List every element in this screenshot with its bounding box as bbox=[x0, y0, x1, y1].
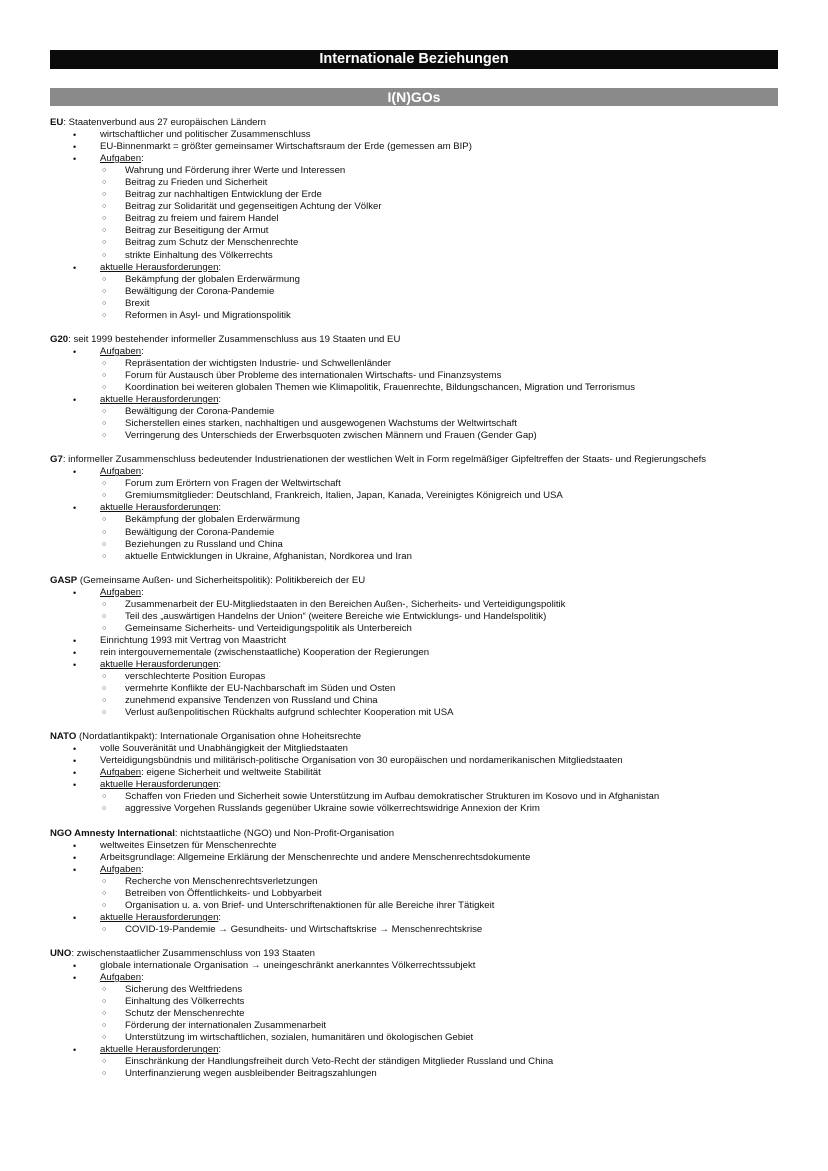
organization-name: NATO bbox=[50, 731, 77, 743]
bullet-item bbox=[50, 743, 790, 755]
sub-bullet-item: ○ Sicherstellen eines starken, nachhaltigen und ausgewogenen Wachstums der Weltwirtschaft bbox=[50, 418, 790, 430]
sub-bullet-item: ○ Schutz der Menschenrechte bbox=[50, 1008, 790, 1020]
bullet-label: Aufgaben bbox=[100, 863, 142, 875]
sub-bullet-item: ○ Unterstützung im wirtschaftlichen, sozialen, humanitären und ökologischen Gebiet bbox=[50, 1032, 790, 1044]
sub-bullet-item: ○ vermehrte Konflikte der EU-Nachbarschaft im Süden und Osten bbox=[50, 683, 790, 695]
sub-bullet-item: ○ Gemeinsame Sicherheits- und Verteidigungspolitik als Unterbereich bbox=[50, 623, 790, 635]
bullet-label: Aufgaben bbox=[100, 586, 142, 598]
sub-bullet-item: ○ Teil des „auswärtigen Handelns der Union“ (weitere Bereiche wie Entwicklungs- und Handelspolitik) bbox=[50, 611, 790, 623]
organization-description: : zwischenstaatlicher Zusammenschluss von 193 Staaten bbox=[71, 947, 316, 959]
sub-bullet-item: ○ Repräsentation der wichtigsten Industrie- und Schwellenländer bbox=[50, 358, 790, 370]
organization-description: (Gemeinsame Außen- und Sicherheitspolitik): Politikbereich der EU bbox=[77, 574, 366, 586]
organization-name: GASP bbox=[50, 574, 78, 586]
bullet-text: Einrichtung 1993 mit Vertrag von Maastricht bbox=[100, 634, 287, 646]
organization-block bbox=[50, 948, 790, 1081]
bullet-item bbox=[50, 466, 790, 478]
sub-bullet-item: ○ Organisation u. a. von Brief- und Unterschriftenaktionen für alle Bereiche ihrer Tätigkeit bbox=[50, 900, 790, 912]
organization-heading bbox=[50, 575, 790, 587]
bullet-label-rest: : bbox=[141, 153, 144, 165]
organization-name: NGO Amnesty International bbox=[50, 827, 175, 839]
organization-description: : Staatenverbund aus 27 europäischen Ländern bbox=[63, 117, 267, 128]
sub-bullet-item: ○ Bekämpfung der globalen Erderwärmung bbox=[50, 514, 790, 526]
sub-bullet-item: ○ Zusammenarbeit der EU-Mitgliedstaaten in den Bereichen Außen-, Sicherheits- und Verteidigungspolitik bbox=[50, 599, 790, 611]
bullet-label: aktuelle Herausforderungen bbox=[100, 779, 219, 791]
sub-bullet-item: ○ Verringerung des Unterschieds der Erwerbsquoten zwischen Männern und Frauen (Gender Gap) bbox=[50, 430, 790, 442]
bullet-label-rest: : bbox=[218, 658, 222, 670]
organization-heading bbox=[50, 828, 790, 840]
sub-bullet-item: ○ verschlechterte Position Europas bbox=[50, 671, 790, 683]
bullet-label: Aufgaben bbox=[100, 153, 142, 165]
bullet-text: rein intergouvernementale (zwischenstaatliche) Kooperation der Regierungen bbox=[100, 646, 430, 658]
bullet-item bbox=[50, 864, 790, 876]
bullet-label-rest: : bbox=[141, 972, 144, 984]
sub-bullet-item: ○ Gremiumsmitglieder: Deutschland, Frankreich, Italien, Japan, Kanada, Vereinigtes Königreich und USA bbox=[50, 490, 790, 502]
bullet-item bbox=[50, 502, 790, 514]
bullet-item bbox=[50, 840, 790, 852]
organization-heading bbox=[50, 454, 790, 466]
sub-bullet-item: ○ Wahrung und Förderung ihrer Werte und Interessen bbox=[50, 165, 790, 177]
organization-name: G20 bbox=[50, 333, 69, 345]
sub-bullet-item: ○ Schaffen von Frieden und Sicherheit sowie Unterstützung im Aufbau demokratischer Strukturen im Kosovo und in Afghanistan bbox=[50, 791, 790, 803]
bullet-text: Verteidigungsbündnis und militärisch-politische Organisation von 30 europäischen und nordamerikanischen Mitgliedstaaten bbox=[100, 755, 623, 767]
bullet-label-rest: : bbox=[141, 466, 144, 478]
document-body bbox=[50, 117, 790, 1092]
organization-heading bbox=[50, 334, 790, 346]
bullet-label-rest: : bbox=[218, 779, 222, 791]
bullet-item bbox=[50, 767, 790, 779]
bullet-item bbox=[50, 960, 790, 972]
organization-heading bbox=[50, 948, 790, 960]
bullet-label-rest: : bbox=[218, 1044, 222, 1056]
sub-bullet-item: ○ Koordination bei weiteren globalen Themen wie Klimapolitik, Frauenrechte, Bildungschancen, Migration und Terrorismus bbox=[50, 382, 790, 394]
bullet-label: Aufgaben bbox=[100, 972, 142, 984]
organization-description: : seit 1999 bestehender informeller Zusammenschluss aus 19 Staaten und EU bbox=[68, 333, 401, 345]
sub-bullet-item: ○ Beitrag zur nachhaltigen Entwicklung der Erde bbox=[50, 189, 790, 201]
bullet-item bbox=[50, 153, 790, 165]
section-heading: I(N)GOs bbox=[50, 88, 778, 106]
organization-block bbox=[50, 454, 790, 562]
page-title: Internationale Beziehungen bbox=[50, 50, 778, 69]
sub-bullet-item: ○ zunehmend expansive Tendenzen von Russland und China bbox=[50, 695, 790, 707]
sub-bullet-item: ○ aggressive Vorgehen Russlands gegenüber Ukraine sowie völkerrechtswidrige Annexion der Krim bbox=[50, 803, 790, 815]
bullet-label: aktuelle Herausforderungen bbox=[100, 261, 219, 273]
sub-bullet-item: ○ Forum zum Erörtern von Fragen der Weltwirtschaft bbox=[50, 478, 790, 490]
bullet-label: aktuelle Herausforderungen bbox=[100, 1044, 219, 1056]
sub-bullet-item: ○ Brexit bbox=[50, 298, 790, 310]
sub-bullet-item: ○ Forum für Austausch über Probleme des internationalen Wirtschafts- und Finanzsystems bbox=[50, 370, 790, 382]
sub-bullet-item: ○ aktuelle Entwicklungen in Ukraine, Afghanistan, Nordkorea und Iran bbox=[50, 551, 790, 563]
bullet-label: aktuelle Herausforderungen bbox=[100, 658, 219, 670]
bullet-item bbox=[50, 755, 790, 767]
sub-bullet-item: ○ Recherche von Menschenrechtsverletzungen bbox=[50, 876, 790, 888]
sub-bullet-item: ○ Beitrag zur Beseitigung der Armut bbox=[50, 225, 790, 237]
organization-name: G7 bbox=[50, 454, 63, 466]
bullet-text: globale internationale Organisation → uneingeschränkt anerkanntes Völkerrechtssubjekt bbox=[100, 960, 476, 971]
bullet-item bbox=[50, 659, 790, 671]
sub-bullet-item: ○ strikte Einhaltung des Völkerrechts bbox=[50, 250, 790, 262]
organization-block bbox=[50, 117, 790, 322]
organization-description: : nichtstaatliche (NGO) und Non-Profit-Organisation bbox=[174, 827, 395, 839]
bullet-text: Arbeitsgrundlage: Allgemeine Erklärung der Menschenrechte und andere Menschenrechtsdokumente bbox=[100, 851, 531, 863]
bullet-label: Aufgaben bbox=[100, 767, 142, 779]
bullet-text: volle Souveränität und Unabhängigkeit der Mitgliedstaaten bbox=[100, 743, 348, 755]
bullet-item bbox=[50, 912, 790, 924]
sub-bullet-item: ○ COVID-19-Pandemie → Gesundheits- und Wirtschaftskrise → Menschenrechtskrise bbox=[50, 924, 790, 936]
organization-block bbox=[50, 731, 790, 815]
bullet-label-rest: : bbox=[141, 586, 144, 598]
organization-description: (Nordatlantikpakt): Internationale Organisation ohne Hoheitsrechte bbox=[76, 731, 362, 743]
bullet-item bbox=[50, 852, 790, 864]
bullet-item bbox=[50, 394, 790, 406]
sub-bullet-item: ○ Reformen in Asyl- und Migrationspolitik bbox=[50, 310, 790, 322]
sub-bullet-item: ○ Verlust außenpolitischen Rückhalts aufgrund schlechter Kooperation mit USA bbox=[50, 707, 790, 719]
sub-bullet-item: ○ Beitrag zum Schutz der Menschenrechte bbox=[50, 237, 790, 249]
bullet-item bbox=[50, 779, 790, 791]
sub-bullet-item: ○ Beitrag zur Solidarität und gegenseitigen Achtung der Völker bbox=[50, 201, 790, 213]
bullet-item bbox=[50, 346, 790, 358]
sub-bullet-item: ○ Bekämpfung der globalen Erderwärmung bbox=[50, 274, 790, 286]
sub-bullet-item: ○ Beziehungen zu Russland und China bbox=[50, 539, 790, 551]
bullet-label: aktuelle Herausforderungen bbox=[100, 911, 219, 923]
sub-bullet-item: ○ Beitrag zu freiem und fairem Handel bbox=[50, 213, 790, 225]
sub-bullet-item: ○ Betreiben von Öffentlichkeits- und Lobbyarbeit bbox=[50, 888, 790, 900]
sub-bullet-item: ○ Beitrag zu Frieden und Sicherheit bbox=[50, 177, 790, 189]
bullet-item bbox=[50, 262, 790, 274]
bullet-item bbox=[50, 972, 790, 984]
bullet-text: weltweites Einsetzen für Menschenrechte bbox=[100, 839, 277, 851]
bullet-text: wirtschaftlicher und politischer Zusammenschluss bbox=[100, 129, 311, 141]
bullet-label: Aufgaben bbox=[100, 466, 142, 478]
bullet-item bbox=[50, 647, 790, 659]
bullet-label-rest: : bbox=[218, 261, 222, 273]
bullet-label-rest: : bbox=[141, 863, 144, 875]
bullet-label-rest: : bbox=[218, 394, 222, 406]
sub-bullet-item: ○ Unterfinanzierung wegen ausbleibender Beitragszahlungen bbox=[50, 1068, 790, 1080]
bullet-label: aktuelle Herausforderungen bbox=[100, 394, 219, 406]
sub-bullet-item: ○ Einhaltung des Völkerrechts bbox=[50, 996, 790, 1008]
bullet-label: Aufgaben bbox=[100, 345, 142, 357]
bullet-item bbox=[50, 141, 790, 153]
sub-bullet-item: ○ Einschränkung der Handlungsfreiheit durch Veto-Recht der ständigen Mitglieder Russland und China bbox=[50, 1056, 790, 1068]
sub-bullet-item: ○ Förderung der internationalen Zusammenarbeit bbox=[50, 1020, 790, 1032]
organization-description: : informeller Zusammenschluss bedeutender Industrienationen der westlichen Welt in Form regelmäßiger Gipfeltreffen der Staats- und Regierungschefs bbox=[62, 454, 707, 466]
organization-block bbox=[50, 828, 790, 936]
sub-bullet-item: ○ Sicherung des Weltfriedens bbox=[50, 984, 790, 996]
organization-heading bbox=[50, 117, 790, 129]
sub-bullet-item: ○ Bewältigung der Corona-Pandemie bbox=[50, 527, 790, 539]
organization-block bbox=[50, 575, 790, 720]
organization-name: EU bbox=[50, 117, 64, 128]
bullet-label: aktuelle Herausforderungen bbox=[100, 502, 219, 514]
bullet-label-rest: : bbox=[141, 345, 144, 357]
organization-heading bbox=[50, 731, 790, 743]
bullet-text: EU-Binnenmarkt = größter gemeinsamer Wirtschaftsraum der Erde (gemessen am BIP) bbox=[100, 141, 472, 153]
bullet-label-rest: : bbox=[218, 502, 222, 514]
organization-name: UNO bbox=[50, 947, 72, 959]
bullet-item bbox=[50, 129, 790, 141]
bullet-item bbox=[50, 635, 790, 647]
sub-bullet-item: ○ Bewältigung der Corona-Pandemie bbox=[50, 406, 790, 418]
bullet-item bbox=[50, 1044, 790, 1056]
bullet-label-rest: : bbox=[218, 911, 222, 923]
organization-block bbox=[50, 334, 790, 442]
sub-bullet-item: ○ Bewältigung der Corona-Pandemie bbox=[50, 286, 790, 298]
bullet-label-rest: : eigene Sicherheit und weltweite Stabilität bbox=[141, 767, 321, 779]
bullet-item bbox=[50, 587, 790, 599]
